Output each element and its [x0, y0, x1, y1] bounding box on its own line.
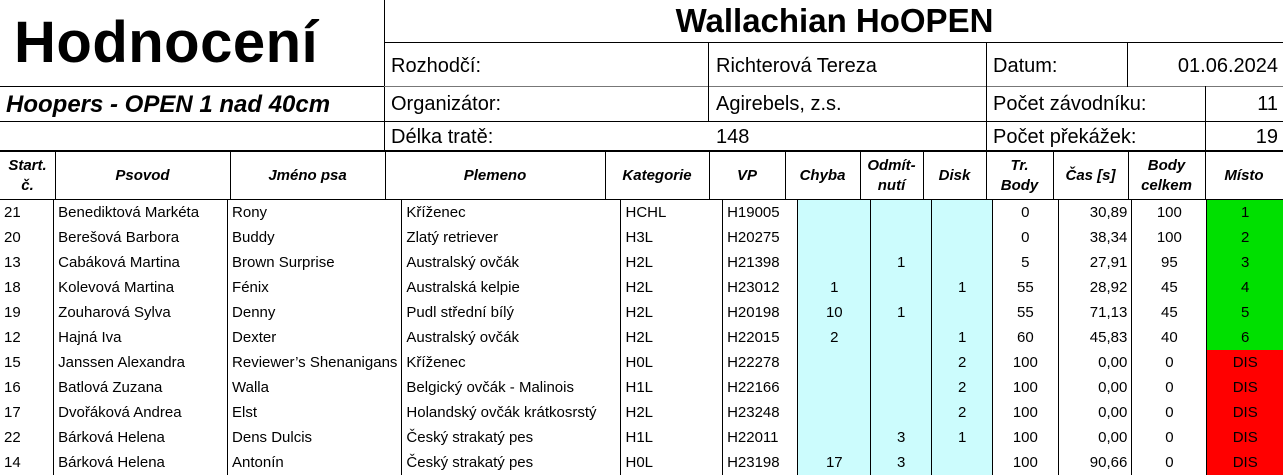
table-row — [0, 225, 1283, 250]
cell-time: 0,00 — [1058, 350, 1132, 375]
track-length-value: 148 — [716, 126, 750, 148]
cell-category: H2L — [621, 325, 723, 350]
cell-time: 38,34 — [1058, 225, 1132, 250]
judge-label: Rozhodčí: — [391, 55, 482, 77]
cell-start-number: 15 — [4, 354, 21, 371]
cell-start-number: 13 — [4, 254, 21, 271]
cell-place: 6 — [1207, 325, 1283, 350]
date-value: 01.06.2024 — [1177, 55, 1278, 77]
cell-disk — [932, 250, 993, 275]
cell-place: DIS — [1207, 425, 1283, 450]
sheet-title: Hodnocení — [14, 10, 319, 75]
cell-place: 4 — [1207, 275, 1283, 300]
cell-faults — [798, 350, 871, 375]
cell-breed: Český strakatý pes — [402, 450, 621, 475]
cell-faults: 10 — [798, 300, 871, 325]
cell-refusals: 1 — [871, 300, 932, 325]
table-row — [0, 450, 1283, 475]
cell-faults — [798, 225, 871, 250]
cell-total-points: 45 — [1132, 300, 1207, 325]
cell-total-points: 0 — [1132, 400, 1207, 425]
cell-start-number: 18 — [4, 279, 21, 296]
cell-place: DIS — [1207, 375, 1283, 400]
cell-vp-number: H22011 — [723, 425, 798, 450]
cell-time: 27,91 — [1058, 250, 1132, 275]
cell-faults — [798, 200, 871, 225]
table-row — [0, 250, 1283, 275]
organizer-label: Organizátor: — [391, 93, 502, 115]
cell-dog-name: Brown Surprise — [228, 250, 402, 275]
cell-dog-name: Dens Dulcis — [228, 425, 402, 450]
cell-penalty-points: 0 — [993, 200, 1059, 225]
cell-handler: Janssen Alexandra — [54, 350, 228, 375]
cell-handler: Batlová Zuzana — [54, 375, 228, 400]
cell-refusals: 3 — [871, 425, 932, 450]
cell-breed: Australská kelpie — [402, 275, 621, 300]
judge-value: Richterová Tereza — [716, 55, 877, 77]
cell-place: 5 — [1207, 300, 1283, 325]
organizer-value: Agirebels, z.s. — [716, 93, 842, 115]
obstacles-label: Počet překážek: — [993, 126, 1137, 148]
cell-category: H1L — [621, 375, 723, 400]
cell-handler: Cabáková Martina — [54, 250, 228, 275]
cell-dog-name: Fénix — [228, 275, 402, 300]
cell-place: 1 — [1207, 200, 1283, 225]
cell-category: H2L — [621, 275, 723, 300]
cell-vp-number: H19005 — [723, 200, 798, 225]
table-row — [0, 300, 1283, 325]
cell-total-points: 0 — [1132, 375, 1207, 400]
cell-penalty-points: 100 — [993, 350, 1059, 375]
cell-place: DIS — [1207, 450, 1283, 475]
cell-disk: 2 — [932, 375, 993, 400]
cell-refusals — [871, 375, 932, 400]
cell-dog-name: Walla — [228, 375, 402, 400]
cell-handler: Dvořáková Andrea — [54, 400, 228, 425]
cell-disk: 2 — [932, 350, 993, 375]
cell-breed: Belgický ovčák - Malinois — [402, 375, 621, 400]
cell-refusals — [871, 225, 932, 250]
cell-handler: Bárková Helena — [54, 425, 228, 450]
cell-faults: 1 — [798, 275, 871, 300]
cell-place: DIS — [1207, 350, 1283, 375]
cell-penalty-points: 100 — [993, 450, 1059, 475]
cell-total-points: 0 — [1132, 350, 1207, 375]
cell-disk — [932, 300, 993, 325]
results-body — [0, 200, 1283, 475]
cell-vp-number: H23248 — [723, 400, 798, 425]
col-start: Start. č. — [8, 156, 47, 194]
cell-penalty-points: 100 — [993, 425, 1059, 450]
cell-breed: Zlatý retriever — [402, 225, 621, 250]
col-total: Body celkem — [1141, 156, 1192, 194]
cell-penalty-points: 55 — [993, 275, 1059, 300]
cell-place: 3 — [1207, 250, 1283, 275]
table-row — [0, 275, 1283, 300]
cell-breed: Kříženec — [402, 350, 621, 375]
col-place: Místo — [1224, 166, 1264, 184]
cell-dog-name: Elst — [228, 400, 402, 425]
col-dog-name: Jméno psa — [268, 166, 347, 184]
cell-penalty-points: 100 — [993, 400, 1059, 425]
cell-time: 0,00 — [1058, 400, 1132, 425]
cell-vp-number: H23198 — [723, 450, 798, 475]
event-name: Wallachian HoOPEN — [675, 2, 994, 39]
cell-breed: Australský ovčák — [402, 250, 621, 275]
competitors-label: Počet závodníku: — [993, 93, 1147, 115]
cell-category: H2L — [621, 250, 723, 275]
cell-disk — [932, 450, 993, 475]
cell-time: 0,00 — [1058, 425, 1132, 450]
cell-breed: Pudl střední bílý — [402, 300, 621, 325]
date-label: Datum: — [993, 55, 1058, 77]
cell-dog-name: Denny — [228, 300, 402, 325]
cell-vp-number: H21398 — [723, 250, 798, 275]
cell-total-points: 100 — [1132, 225, 1207, 250]
cell-place: DIS — [1207, 400, 1283, 425]
cell-start-number: 17 — [4, 404, 21, 421]
obstacles-value: 19 — [1255, 126, 1278, 148]
cell-total-points: 45 — [1132, 275, 1207, 300]
cell-category: H2L — [621, 400, 723, 425]
col-refusals: Odmít-nutí — [867, 156, 916, 194]
col-disk: Disk — [938, 166, 971, 184]
cell-dog-name: Reviewer’s Shenanigans — [228, 350, 402, 375]
cell-start-number: 20 — [4, 229, 21, 246]
cell-time: 30,89 — [1058, 200, 1132, 225]
cell-time: 45,83 — [1058, 325, 1132, 350]
cell-handler: Kolevová Martina — [54, 275, 228, 300]
cell-dog-name: Rony — [228, 200, 402, 225]
cell-time: 71,13 — [1058, 300, 1132, 325]
cell-faults — [798, 375, 871, 400]
competitors-value: 11 — [1257, 93, 1278, 115]
cell-refusals — [871, 400, 932, 425]
cell-category: H0L — [621, 350, 723, 375]
cell-start-number: 22 — [4, 429, 21, 446]
table-row — [0, 350, 1283, 375]
cell-handler: Zouharová Sylva — [54, 300, 228, 325]
col-faults: Chyba — [799, 166, 846, 184]
cell-time: 90,66 — [1058, 450, 1132, 475]
col-category: Kategorie — [622, 166, 692, 184]
cell-refusals: 1 — [871, 250, 932, 275]
table-row — [0, 325, 1283, 350]
cell-total-points: 40 — [1132, 325, 1207, 350]
cell-faults — [798, 425, 871, 450]
col-time: Čas [s] — [1065, 166, 1116, 184]
cell-refusals — [871, 275, 932, 300]
cell-penalty-points: 100 — [993, 375, 1059, 400]
cell-handler: Hajná Iva — [54, 325, 228, 350]
cell-category: H3L — [621, 225, 723, 250]
cell-penalty-points: 5 — [993, 250, 1059, 275]
cell-vp-number: H22166 — [723, 375, 798, 400]
cell-disk: 1 — [932, 425, 993, 450]
cell-vp-number: H20275 — [723, 225, 798, 250]
cell-start-number: 16 — [4, 379, 21, 396]
cell-total-points: 0 — [1132, 425, 1207, 450]
cell-start-number: 19 — [4, 304, 21, 321]
cell-vp-number: H23012 — [723, 275, 798, 300]
cell-disk — [932, 225, 993, 250]
cell-handler: Bárková Helena — [54, 450, 228, 475]
cell-category: H2L — [621, 300, 723, 325]
cell-handler: Berešová Barbora — [54, 225, 228, 250]
table-row — [0, 425, 1283, 450]
cell-vp-number: H22278 — [723, 350, 798, 375]
col-breed: Plemeno — [463, 166, 527, 184]
cell-time: 0,00 — [1058, 375, 1132, 400]
cell-refusals — [871, 325, 932, 350]
cell-faults: 2 — [798, 325, 871, 350]
cell-disk: 2 — [932, 400, 993, 425]
cell-refusals — [871, 200, 932, 225]
table-row — [0, 400, 1283, 425]
cell-category: H1L — [621, 425, 723, 450]
cell-faults — [798, 250, 871, 275]
cell-category: HCHL — [621, 200, 723, 225]
cell-penalty-points: 60 — [993, 325, 1059, 350]
cell-start-number: 12 — [4, 329, 21, 346]
cell-vp-number: H22015 — [723, 325, 798, 350]
track-length-label: Délka tratě: — [391, 126, 494, 148]
cell-refusals — [871, 350, 932, 375]
cell-place: 2 — [1207, 225, 1283, 250]
cell-breed: Holandský ovčák krátkosrstý — [402, 400, 621, 425]
cell-time: 28,92 — [1058, 275, 1132, 300]
cell-total-points: 95 — [1132, 250, 1207, 275]
col-penalty: Tr. Body — [1000, 156, 1039, 194]
cell-category: H0L — [621, 450, 723, 475]
cell-start-number: 14 — [4, 454, 21, 471]
competition-subtitle: Hoopers - OPEN 1 nad 40cm — [6, 91, 331, 118]
cell-penalty-points: 0 — [993, 225, 1059, 250]
results-table — [0, 200, 1283, 475]
cell-breed: Kříženec — [402, 200, 621, 225]
cell-start-number: 21 — [4, 204, 21, 221]
cell-disk: 1 — [932, 325, 993, 350]
col-vp: VP — [736, 166, 757, 184]
table-row — [0, 200, 1283, 225]
cell-breed: Australský ovčák — [402, 325, 621, 350]
cell-dog-name: Antonín — [228, 450, 402, 475]
table-row — [0, 375, 1283, 400]
cell-breed: Český strakatý pes — [402, 425, 621, 450]
cell-faults — [798, 400, 871, 425]
cell-faults: 17 — [798, 450, 871, 475]
cell-total-points: 0 — [1132, 450, 1207, 475]
cell-disk: 1 — [932, 275, 993, 300]
cell-handler: Benediktová Markéta — [54, 200, 228, 225]
cell-vp-number: H20198 — [723, 300, 798, 325]
cell-penalty-points: 55 — [993, 300, 1059, 325]
cell-dog-name: Buddy — [228, 225, 402, 250]
cell-total-points: 100 — [1132, 200, 1207, 225]
cell-dog-name: Dexter — [228, 325, 402, 350]
cell-disk — [932, 200, 993, 225]
cell-refusals: 3 — [871, 450, 932, 475]
col-handler: Psovod — [115, 166, 170, 184]
